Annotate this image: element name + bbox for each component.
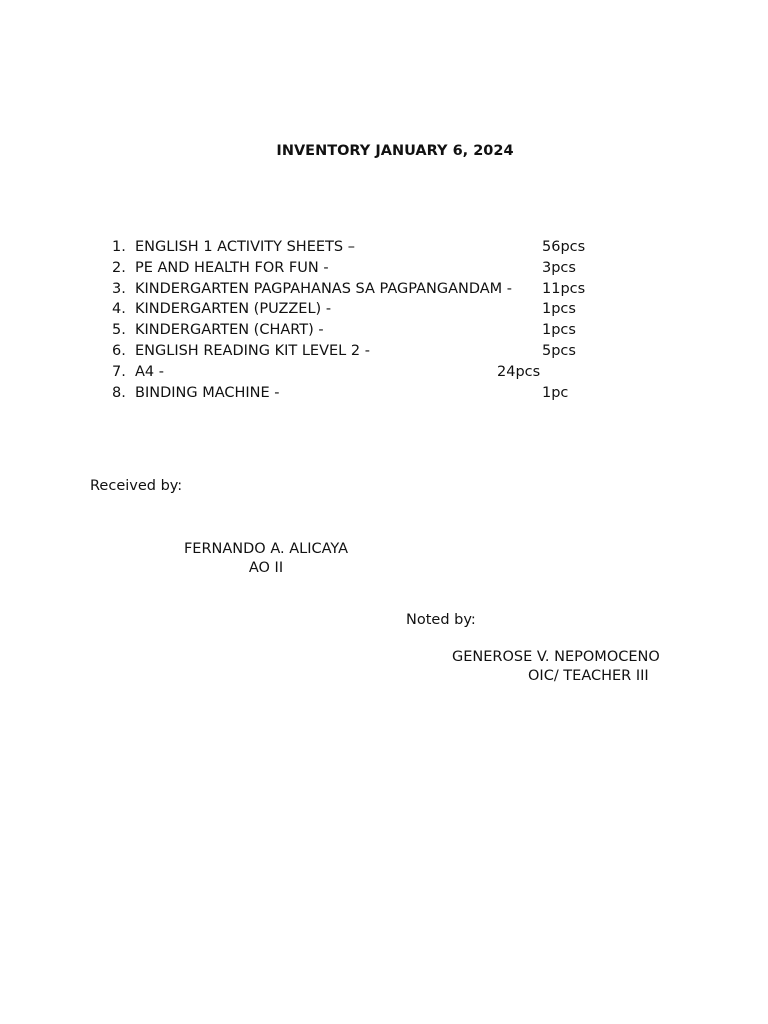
item-label: KINDERGARTEN PAGPAHANAS SA PAGPANGANDAM - xyxy=(135,280,513,297)
item-quantity: 11pcs xyxy=(542,280,586,297)
item-quantity: 1pcs xyxy=(542,322,576,339)
noter-position: OIC/ TEACHER III xyxy=(528,667,649,684)
item-label: KINDERGARTEN (CHART) - xyxy=(135,322,324,339)
item-number: 1. xyxy=(112,239,126,255)
item-number: 4. xyxy=(112,301,126,318)
noted-by-label: Noted by: xyxy=(406,612,476,628)
item-number: 8. xyxy=(112,384,126,401)
item-quantity: 24pcs xyxy=(497,363,541,380)
inventory-list xyxy=(0,237,768,403)
item-number: 5. xyxy=(112,322,126,339)
item-quantity: 1pcs xyxy=(542,301,576,318)
item-label: BINDING MACHINE - xyxy=(135,384,280,401)
item-number: 6. xyxy=(112,342,126,359)
item-label: A4 - xyxy=(135,363,164,380)
list-item xyxy=(0,383,768,404)
item-quantity: 1pc xyxy=(542,384,569,401)
list-item xyxy=(0,320,768,341)
item-quantity: 56pcs xyxy=(542,239,586,255)
list-item xyxy=(0,258,768,279)
list-item xyxy=(0,299,768,320)
item-label: KINDERGARTEN (PUZZEL) - xyxy=(135,301,332,318)
item-quantity: 3pcs xyxy=(542,259,576,276)
item-number: 7. xyxy=(112,363,126,380)
item-number: 2. xyxy=(112,259,126,276)
item-quantity: 5pcs xyxy=(542,342,576,359)
item-number: 3. xyxy=(112,280,126,297)
list-item xyxy=(0,341,768,362)
noter-name: GENEROSE V. NEPOMOCENO xyxy=(452,649,660,665)
list-item xyxy=(0,279,768,300)
item-label: ENGLISH READING KIT LEVEL 2 - xyxy=(135,342,370,359)
item-label: ENGLISH 1 ACTIVITY SHEETS – xyxy=(135,239,355,255)
receiver-name: FERNANDO A. ALICAYA xyxy=(183,541,349,557)
receiver-position: AO II xyxy=(248,559,284,576)
received-by-label: Received by: xyxy=(90,478,183,494)
document-title: INVENTORY JANUARY 6, 2024 xyxy=(276,143,514,159)
receiver-signature-block xyxy=(181,540,351,577)
item-label: PE AND HEALTH FOR FUN - xyxy=(135,259,329,276)
list-item xyxy=(0,237,768,258)
noter-signature-block xyxy=(452,648,668,685)
list-item xyxy=(0,362,768,383)
